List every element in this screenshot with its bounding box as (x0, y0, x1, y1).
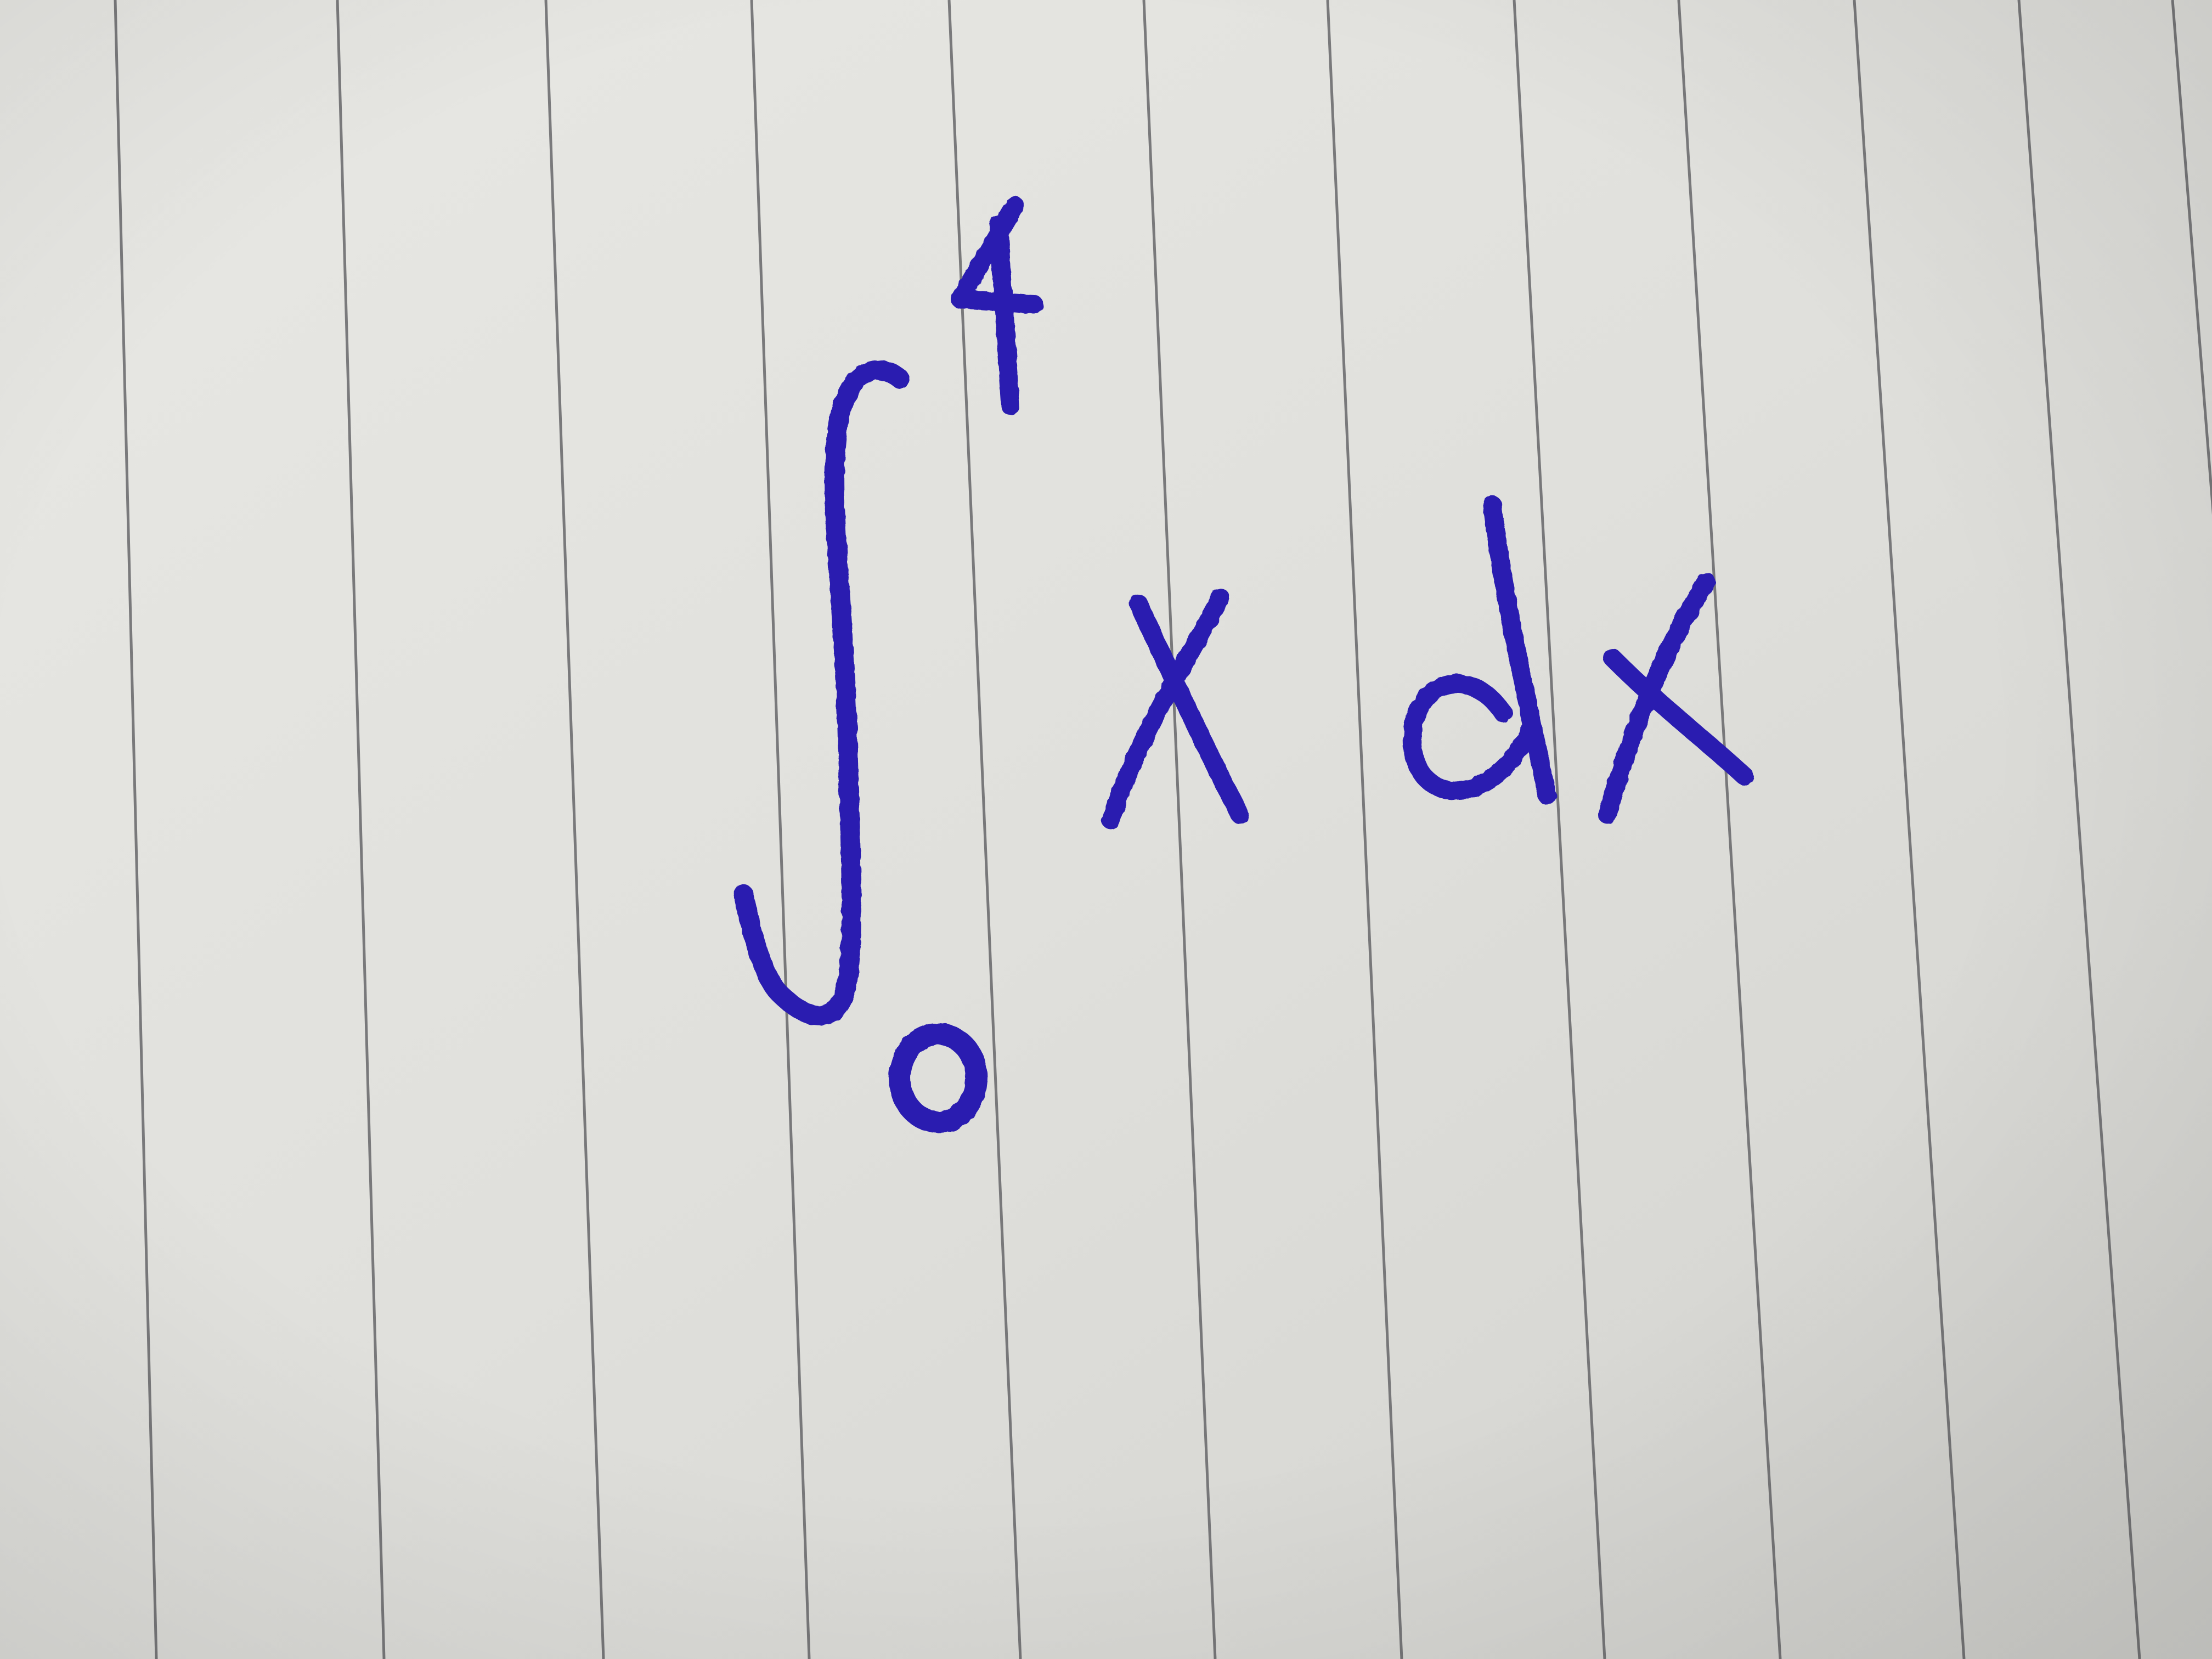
expression-full (0, 0, 1, 1)
